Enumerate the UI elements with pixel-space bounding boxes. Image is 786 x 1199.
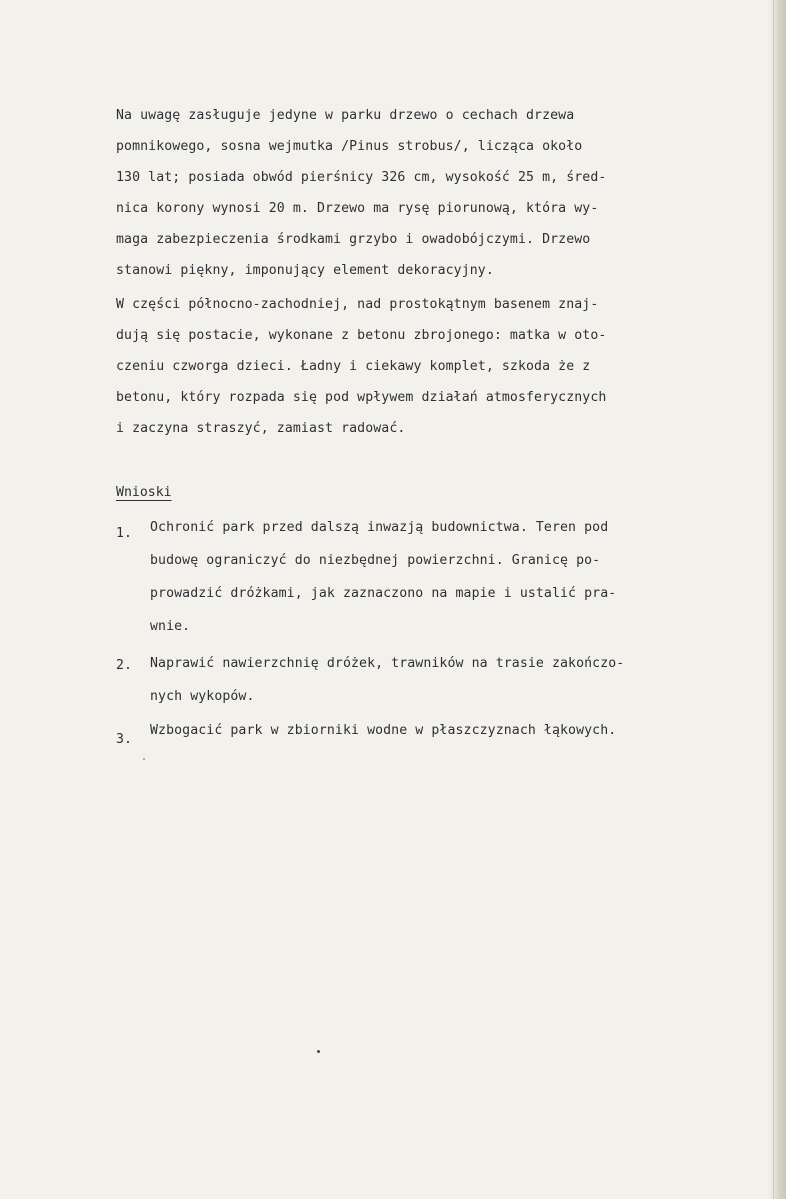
section-heading: Wnioski: [116, 485, 172, 500]
paragraph-1-line: stanowi piękny, imponujący element dekoracyjny.: [116, 263, 494, 278]
paragraph-1-line: pomnikowego, sosna wejmutka /Pinus strobus/, licząca około: [116, 139, 583, 154]
list-item-line: prowadzić dróżkami, jak zaznaczono na mapie i ustalić pra-: [150, 586, 617, 601]
paragraph-2: [116, 297, 607, 436]
paragraph-1-line: nica korony wynosi 20 m. Drzewo ma rysę piorunową, która wy-: [116, 201, 599, 216]
ink-speck: [143, 758, 145, 760]
ink-speck: [317, 1050, 320, 1053]
list-item-number: 2.: [116, 658, 132, 673]
list-item: [150, 723, 617, 768]
list-item-number: 1.: [116, 526, 132, 541]
list-item-number: 3.: [116, 732, 132, 747]
list-item-line: Wzbogacić park w zbiorniki wodne w płaszczyznach łąkowych.: [150, 723, 617, 738]
list-item-line: nych wykopów.: [150, 689, 255, 704]
paragraph-1-line: Na uwagę zasługuje jedyne w parku drzewo o cechach drzewa: [116, 108, 575, 123]
list-item-line: Naprawić nawierzchnię dróżek, trawników na trasie zakończo-: [150, 656, 625, 671]
paragraph-2-line: czeniu czworga dzieci. Ładny i ciekawy komplet, szkoda że z: [116, 359, 591, 374]
paragraph-2-line: i zaczyna straszyć, zamiast radować.: [116, 421, 406, 436]
paragraph-1-line: 130 lat; posiada obwód pierśnicy 326 cm, wysokość 25 m, śred-: [116, 170, 607, 185]
paragraph-2-line: betonu, który rozpada się pod wpływem działań atmosferycznych: [116, 390, 607, 405]
list-item-line: wnie.: [150, 619, 191, 634]
paragraph-2-line: W części północno-zachodniej, nad prostokątnym basenem znaj-: [116, 297, 599, 312]
paragraph-2-line: dują się postacie, wykonane z betonu zbrojonego: matka w oto-: [116, 328, 607, 343]
list-item-line: Ochronić park przed dalszą inwazją budownictwa. Teren pod: [150, 520, 609, 535]
page-edge: [773, 0, 786, 1199]
list-item: [150, 520, 617, 634]
list-item-line: budowę ograniczyć do niezbędnej powierzchni. Granicę po-: [150, 553, 601, 568]
paragraph-1-line: maga zabezpieczenia środkami grzybo i owadobójczymi. Drzewo: [116, 232, 591, 247]
paragraph-1: [116, 108, 607, 278]
list-item: [150, 656, 625, 716]
